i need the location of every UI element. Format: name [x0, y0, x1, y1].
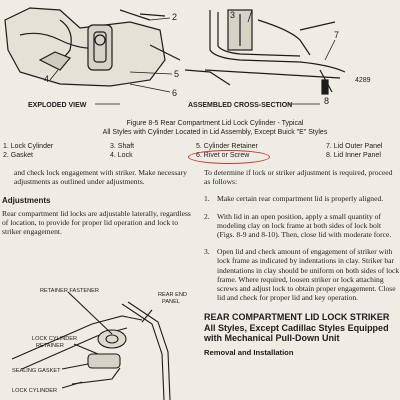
legend-item: 6. Rivet or Screw [196, 151, 250, 159]
legend-col-4 [326, 143, 382, 160]
label-sealing-gasket: SEALING GASKET [12, 368, 61, 374]
section-heading-styles: All Styles, Except Cadillac Styles Equipped with Mechanical Pull-Down Unit [204, 322, 389, 344]
legend-item: 8. Lid Inner Panel [326, 151, 381, 159]
figure-lock-cylinder-retainer [2, 284, 194, 400]
figure-caption [50, 120, 380, 137]
part-number: 4289 [355, 77, 371, 84]
step-item [204, 247, 400, 302]
label-retainer-fastener: RETAINER FASTENER [40, 288, 99, 294]
legend-item: 1. Lock Cylinder [3, 143, 54, 150]
step-number: 3. [204, 247, 210, 257]
legend-col-1 [3, 143, 53, 160]
step-text: With lid in an open position, apply a small quantity of modeling clay on lock frame at both sides of lock bolt (Figs. 8-9 and 8-10). Then, close lid with moderate force. [217, 211, 392, 240]
legend-item: 4. Lock [110, 151, 133, 159]
step-number: 1. [204, 194, 210, 204]
heading-adjustments: Adjustments [2, 196, 51, 206]
step-text: Make certain rear compartment lid is properly aligned. [217, 194, 384, 204]
step-item [204, 212, 400, 240]
continued-text: and check lock engagement with striker. Make necessary adjustments as outlined under adjustments. [14, 168, 187, 187]
label-assembled-cross-section: ASSEMBLED CROSS-SECTION [188, 102, 293, 109]
adjustments-paragraph: Rear compartment lid locks are adjustable laterally, regardless of location, to provide for proper lid operation and lock to striker engagement. [2, 208, 191, 237]
callout-7: 7 [334, 30, 340, 40]
callout-3: 3 [230, 10, 236, 20]
label-lock-cylinder-retainer-2: RETAINER [36, 343, 64, 349]
legend-item: 5. Cylinder Retainer [196, 143, 258, 150]
red-annotation-circle [188, 150, 270, 164]
step-number: 2. [204, 211, 210, 221]
callout-5: 5 [174, 69, 180, 79]
figure-lock-cylinder [0, 0, 400, 112]
callout-6: 6 [172, 88, 178, 98]
legend-item: 7. Lid Outer Panel [326, 143, 383, 150]
legend-item: 3. Shaft [110, 143, 135, 150]
label-lock-cylinder-retainer-1: LOCK CYLINDER [32, 336, 78, 342]
sub-heading-removal: Removal and Installation [204, 347, 294, 357]
label-exploded-view: EXPLODED VIEW [28, 102, 87, 109]
caption-line-1: Figure 8-5 Rear Compartment Lid Lock Cylinder - Typical [126, 120, 304, 127]
label-lock-cylinder: LOCK CYLINDER [12, 388, 58, 394]
legend-col-2 [110, 143, 134, 160]
section-heading-striker: REAR COMPARTMENT LID LOCK STRIKER [204, 312, 390, 323]
label-rear-end-panel-1: REAR END [158, 292, 187, 298]
intro-paragraph: To determine if lock or striker adjustment is required, proceed as follows: [204, 168, 393, 187]
callout-8: 8 [324, 96, 330, 106]
callout-4: 4 [44, 74, 50, 84]
label-rear-end-panel-2: PANEL [162, 299, 180, 305]
legend-item: 2. Gasket [3, 151, 33, 159]
step-item [204, 194, 400, 203]
callout-2: 2 [172, 12, 178, 22]
left-column [2, 168, 198, 236]
caption-line-2: All Styles with Cylinder Located in Lid Assembly, Except Buick "E" Styles [102, 128, 328, 136]
step-text: Open lid and check amount of engagement of striker with lock frame as indicated by indentations in clay. Striker bar indentations in clay should be uniform on both sides of lock frame. Where required, loosen striker or lock attaching screws and adjust lock to obtain proper engagement. Close lid and check for proper lid and key operation. [217, 247, 400, 303]
right-column [204, 168, 400, 357]
